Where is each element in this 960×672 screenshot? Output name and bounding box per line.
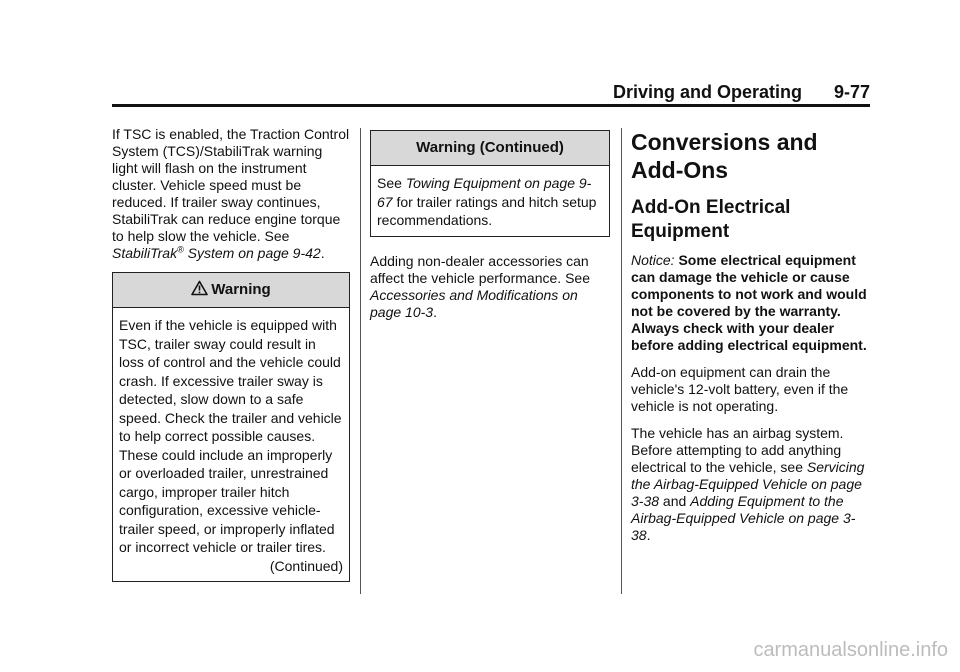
column-2 <box>370 126 610 331</box>
accessories-link[interactable]: Accessories and Modifications on page 10-3 <box>370 286 578 320</box>
page-header <box>112 78 870 104</box>
page-number: 9-77 <box>833 82 870 102</box>
warning-body <box>113 308 349 581</box>
servicing-airbag-link[interactable]: Servicing the Airbag-Equipped Vehicle on page 3-38 <box>631 459 865 509</box>
continued-label: (Continued) <box>269 557 343 574</box>
towing-equipment-link[interactable]: Towing Equipment on page 9-67 <box>377 175 592 210</box>
battery-paragraph: Add-on equipment can drain the vehicle's 12-volt battery, even if the vehicle is not operating. <box>631 364 849 414</box>
heading-add-on-electrical: Add-On Electrical Equipment <box>631 197 791 242</box>
warning-header: Warning <box>113 273 349 308</box>
warning-continued-box <box>370 130 610 237</box>
section-title: Driving and Operating <box>612 82 802 102</box>
airbag-paragraph: The vehicle has an airbag system. Before attempting to add anything electrical to the vehicle, see Servicing the Airbag-Equipped Vehicle on page 3-38 and Adding Equipment to the Airbag-Equipped Vehicle on page 3-38. <box>631 425 865 543</box>
warning-continued-header: Warning (Continued) <box>371 131 609 166</box>
stabilitrak-link[interactable]: StabiliTrak® System on page 9-42 <box>112 244 321 261</box>
column-divider <box>621 128 622 594</box>
warning-box <box>112 272 350 582</box>
column-3 <box>631 126 871 554</box>
intro-paragraph: If TSC is enabled, the Traction Control System (TCS)/StabiliTrak warning light will flash on the instrument cluster. Vehicle speed must be reduced. If trailer sway continues, StabiliTrak can reduce engine torque to help slow the vehicle. See StabiliTrak® System on page 9-42. <box>112 126 350 261</box>
notice-label: Notice: <box>631 252 675 268</box>
notice-paragraph: Notice: Some electrical equipment can damage the vehicle or cause components to not work and would not be covered by the warranty. Always check with your dealer before adding electrical equipment. <box>631 252 867 353</box>
column-1 <box>112 126 350 582</box>
warning-continued-body: See Towing Equipment on page 9-67 for trailer ratings and hitch setup recommendations. <box>377 175 597 228</box>
header-rule <box>112 104 870 107</box>
column-divider <box>360 128 361 594</box>
heading-conversions: Conversions and Add-Ons <box>631 129 818 183</box>
warning-triangle-icon <box>191 280 208 296</box>
watermark: carmanualsonline.info <box>753 639 948 661</box>
adding-equipment-link[interactable]: Adding Equipment to the Airbag-Equipped Vehicle on page 3-38 <box>631 493 856 543</box>
accessories-paragraph: Adding non-dealer accessories can affect the vehicle performance. See Accessories and Modifications on page 10-3. <box>370 252 590 320</box>
warning-text: Even if the vehicle is equipped with TSC, trailer sway could result in loss of control and the vehicle could crash. If excessive trailer sway is detected, slow down to a safe speed. Check the trailer and vehicle to help correct possible causes. These could include an improperly or overloaded trailer, unrestrained cargo, improper trailer hitch configuration, excessive vehicle-trailer speed, or improperly inflated or incorrect vehicle or trailer tires. <box>119 317 342 555</box>
